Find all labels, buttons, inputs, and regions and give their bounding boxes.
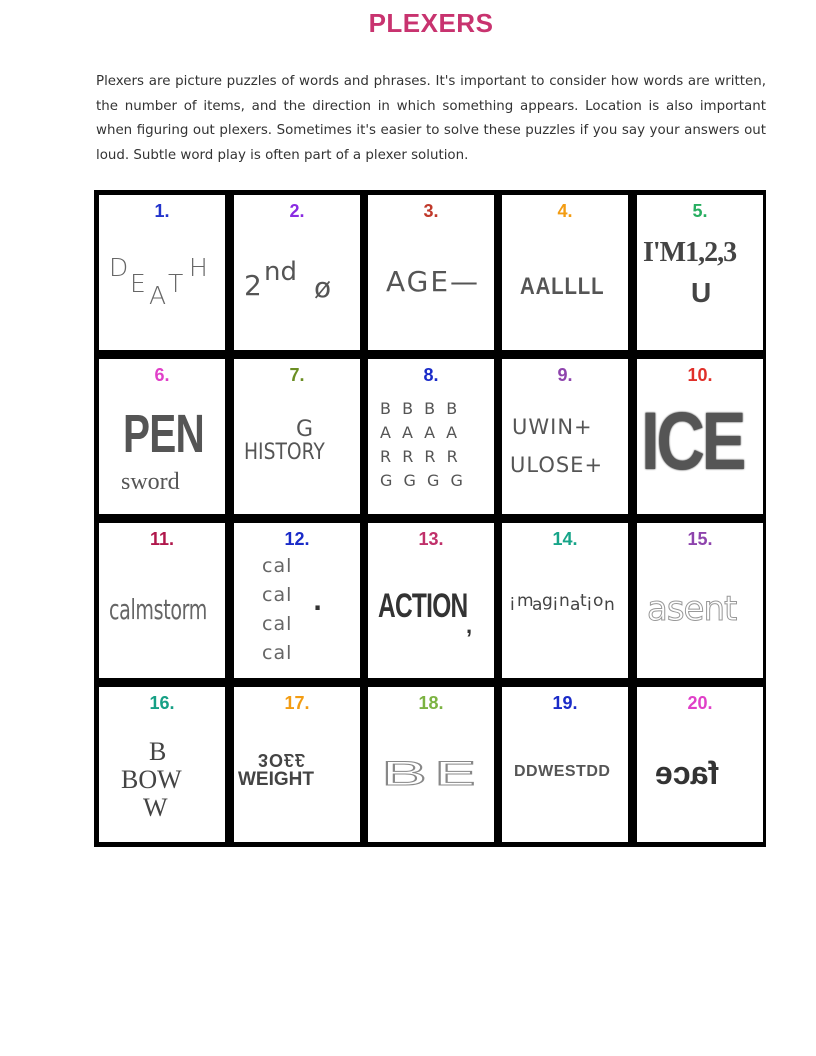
puzzle-12-row-2: cal bbox=[262, 584, 293, 606]
puzzle-number-16: 16. bbox=[149, 693, 175, 713]
puzzle-number-2: 2. bbox=[289, 201, 305, 221]
puzzle-10-content bbox=[637, 391, 763, 511]
puzzle-7-line-2: HISTORY bbox=[244, 440, 325, 465]
puzzle-1-letter-h: H bbox=[189, 253, 208, 282]
puzzle-cell-13 bbox=[368, 523, 494, 678]
puzzle-cell-2 bbox=[234, 195, 360, 350]
puzzle-20-text: face bbox=[655, 755, 720, 791]
puzzle-7-content bbox=[234, 391, 360, 511]
puzzle-2-content bbox=[234, 227, 360, 347]
puzzle-5-line-2: U bbox=[691, 277, 712, 308]
puzzle-number-19: 19. bbox=[552, 693, 578, 713]
puzzle-14-letter-6: n bbox=[559, 591, 570, 611]
puzzle-10-text: ICE bbox=[641, 396, 744, 487]
puzzle-8-row-4: G G G G bbox=[380, 471, 466, 490]
puzzle-6-content bbox=[99, 391, 225, 511]
puzzle-cell-5 bbox=[637, 195, 763, 350]
puzzle-number-18: 18. bbox=[418, 693, 444, 713]
puzzle-6-line-1: PEN bbox=[123, 404, 205, 464]
puzzle-cell-20 bbox=[637, 687, 763, 842]
puzzle-14-letter-7: a bbox=[570, 595, 581, 615]
page-title: PLEXERS bbox=[368, 8, 494, 38]
puzzle-number-15: 15. bbox=[687, 529, 713, 549]
puzzle-3-text: AGE— bbox=[386, 265, 481, 298]
puzzle-2-digit: 2 bbox=[244, 269, 262, 302]
puzzle-1-letter-a: A bbox=[149, 281, 167, 310]
puzzle-1-letter-d: D bbox=[109, 253, 129, 282]
puzzle-number-5: 5. bbox=[692, 201, 708, 221]
puzzle-cell-4 bbox=[502, 195, 628, 350]
puzzle-14-letter-11: n bbox=[604, 595, 615, 615]
puzzle-9-content bbox=[502, 391, 628, 511]
puzzle-cell-16 bbox=[99, 687, 225, 842]
puzzle-number-10: 10. bbox=[687, 365, 713, 385]
puzzle-16-line-2: BOW bbox=[121, 765, 182, 794]
puzzle-cell-15 bbox=[637, 523, 763, 678]
puzzle-1-letter-e: E bbox=[130, 269, 146, 298]
puzzle-7-line-1: G bbox=[296, 417, 314, 442]
puzzle-cell-6 bbox=[99, 359, 225, 514]
puzzle-cell-8 bbox=[368, 359, 494, 514]
puzzle-14-letter-3: a bbox=[532, 595, 543, 615]
puzzle-number-3: 3. bbox=[423, 201, 439, 221]
puzzle-grid bbox=[94, 190, 766, 847]
puzzle-number-11: 11. bbox=[149, 529, 175, 549]
puzzle-11-text: calmstorm bbox=[109, 593, 207, 626]
puzzle-number-14: 14. bbox=[552, 529, 578, 549]
puzzle-12-content bbox=[234, 555, 360, 675]
puzzle-cell-14 bbox=[502, 523, 628, 678]
puzzle-number-4: 4. bbox=[557, 201, 573, 221]
puzzle-19-content bbox=[502, 719, 628, 839]
puzzle-8-row-1: B B B B bbox=[380, 399, 461, 418]
puzzle-number-6: 6. bbox=[154, 365, 170, 385]
puzzle-12-dot: . bbox=[313, 588, 324, 616]
puzzle-5-content bbox=[637, 227, 763, 347]
puzzle-3-content bbox=[368, 227, 494, 347]
puzzle-number-7: 7. bbox=[289, 365, 305, 385]
puzzle-1-content bbox=[99, 227, 225, 347]
puzzle-cell-1 bbox=[99, 195, 225, 350]
puzzle-19-text: DDWESTDD bbox=[514, 763, 611, 780]
puzzle-4-text: AALLLL bbox=[520, 273, 605, 300]
puzzle-cell-7 bbox=[234, 359, 360, 514]
puzzle-11-content bbox=[99, 555, 225, 675]
puzzle-17-line-1: 3O££ bbox=[258, 750, 307, 770]
puzzle-18-text: BE bbox=[380, 755, 482, 793]
puzzle-cell-3 bbox=[368, 195, 494, 350]
puzzle-17-content bbox=[234, 719, 360, 839]
intro-paragraph: Plexers are picture puzzles of words and phrases. It's important to consider how words are written, the number of items, and the direction in which something appears. Location is also important when figuring out plexers. Sometimes it's easier to solve these puzzles if you say your answers out loud. Subtle word play is often part of a plexer solution. bbox=[96, 74, 766, 163]
puzzle-12-row-4: cal bbox=[262, 642, 293, 664]
puzzle-14-letter-10: o bbox=[593, 591, 604, 611]
puzzle-14-letter-9: i bbox=[587, 595, 592, 615]
puzzle-8-row-3: R R R R bbox=[380, 447, 461, 466]
puzzle-cell-17 bbox=[234, 687, 360, 842]
puzzle-14-content bbox=[502, 555, 628, 675]
puzzle-14-letter-5: i bbox=[553, 595, 558, 615]
puzzle-15-text: asent bbox=[647, 589, 737, 629]
puzzle-cell-18 bbox=[368, 687, 494, 842]
puzzle-cell-19 bbox=[502, 687, 628, 842]
puzzle-14-letter-4: g bbox=[542, 591, 553, 611]
puzzle-16-line-3: W bbox=[143, 793, 168, 822]
puzzle-16-line-1: B bbox=[149, 737, 167, 766]
puzzle-cell-9 bbox=[502, 359, 628, 514]
puzzle-14-letter-8: t bbox=[580, 591, 587, 611]
puzzle-17-line-2: WEIGHT bbox=[238, 769, 314, 790]
puzzle-12-row-1: cal bbox=[262, 555, 293, 577]
puzzle-number-20: 20. bbox=[687, 693, 713, 713]
puzzle-16-content bbox=[99, 719, 225, 839]
puzzle-8-content bbox=[368, 391, 494, 511]
puzzle-cell-12 bbox=[234, 523, 360, 678]
puzzle-14-letter-1: i bbox=[510, 595, 515, 615]
puzzle-9-line-1: UWIN+ bbox=[512, 415, 593, 439]
puzzle-14-letter-2: m bbox=[517, 591, 534, 611]
puzzle-2-suffix: nd bbox=[264, 257, 297, 287]
puzzle-15-content bbox=[637, 555, 763, 675]
puzzle-number-17: 17. bbox=[284, 693, 310, 713]
puzzle-2-slashed: ø bbox=[314, 271, 332, 304]
puzzle-20-content bbox=[637, 719, 763, 839]
puzzle-number-13: 13. bbox=[418, 529, 444, 549]
puzzle-12-row-3: cal bbox=[262, 613, 293, 635]
puzzle-number-12: 12. bbox=[284, 529, 310, 549]
puzzle-number-1: 1. bbox=[154, 201, 170, 221]
puzzle-4-content bbox=[502, 227, 628, 347]
puzzle-number-9: 9. bbox=[557, 365, 573, 385]
puzzle-number-8: 8. bbox=[423, 365, 439, 385]
puzzle-cell-11 bbox=[99, 523, 225, 678]
page-bottom-space bbox=[0, 865, 816, 1056]
puzzle-9-line-2: ULOSE+ bbox=[510, 453, 604, 477]
puzzle-18-content bbox=[368, 719, 494, 839]
puzzle-13-text: ACTION bbox=[378, 587, 468, 625]
puzzle-13-content bbox=[368, 555, 494, 675]
puzzle-1-letter-t: T bbox=[168, 269, 184, 298]
puzzle-6-line-2: sword bbox=[121, 469, 180, 495]
puzzle-cell-10 bbox=[637, 359, 763, 514]
puzzle-13-mark: , bbox=[466, 613, 473, 638]
puzzle-5-line-1: I'M1,2,3 bbox=[643, 237, 737, 268]
puzzle-8-row-2: A A A A bbox=[380, 423, 461, 442]
